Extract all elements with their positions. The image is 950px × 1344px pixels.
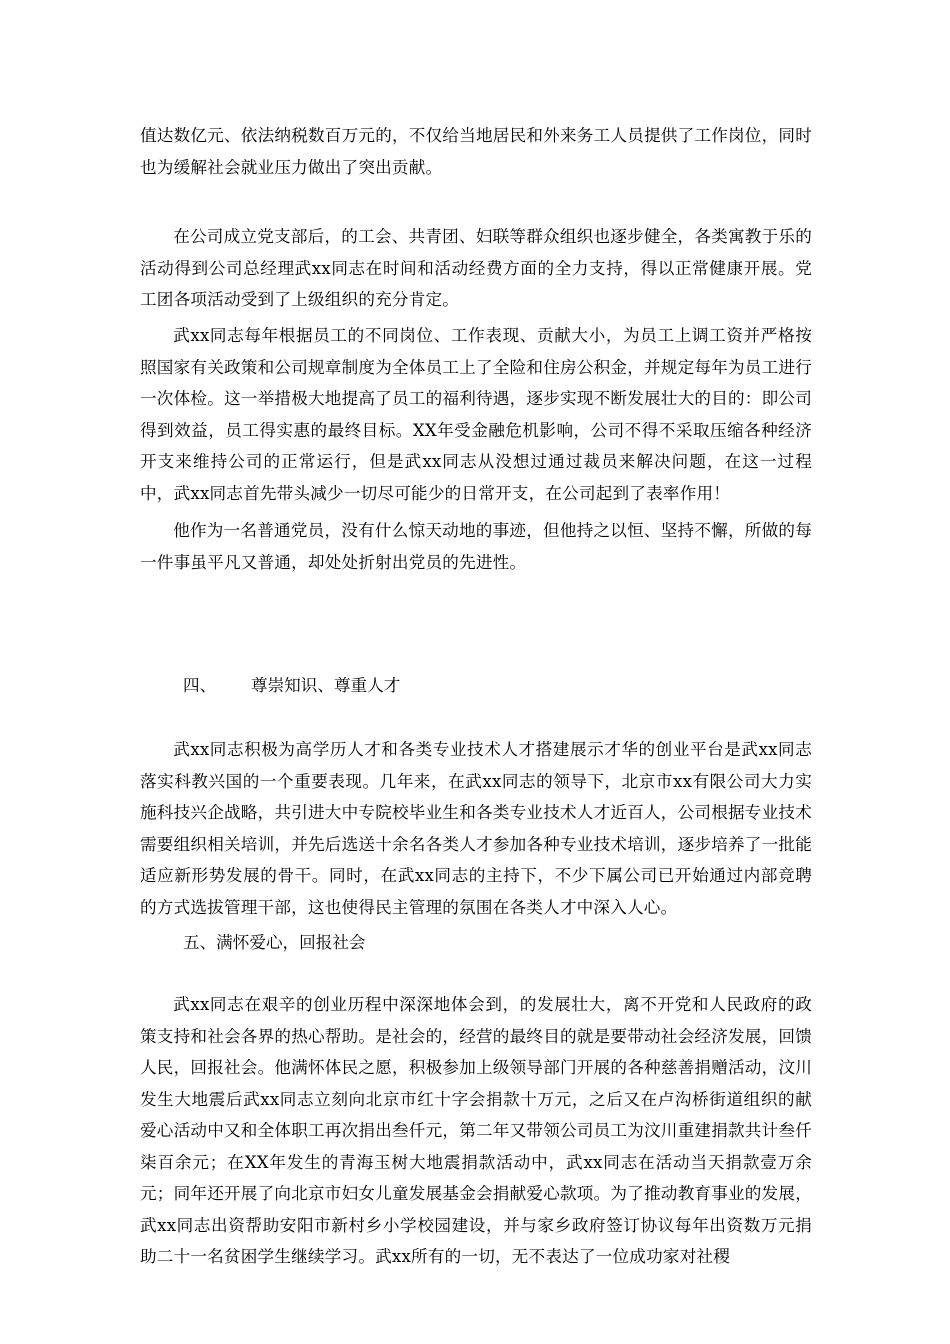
section-heading-5: 五、满怀爱心，回报社会 <box>183 933 366 952</box>
paragraph-employee-welfare: 武xx同志每年根据员工的不同岗位、工作表现、贡献大小，为员工上调工资并严格按照国家有关政策和公司规章制度为全体员工上了全险和住房公积金，并规定每年为员工进行一次体检。这一举措极大地提高了员工的福利待遇，逐步实现不断发展壮大的目的：即公司得到效益，员工得实惠的最终目标。XX年受金融危机影响，公司不得不采取压缩各种经济开支来维持公司的正常运行，但是武xx同志从没想过通过裁员来解决问题，在这一过程中，武xx同志首先带头减少一切尽可能少的日常开支，在公司起到了表率作用！ <box>140 326 812 503</box>
paragraph-party-member-model: 他作为一名普通党员，没有什么惊天动地的事迹，但他持之以恒、坚持不懈，所做的每一件事虽平凡又普通，却处处折射出党员的先进性。 <box>140 521 812 572</box>
paragraph-charity-donations: 武xx同志在艰辛的创业历程中深深地体会到，的发展壮大，离不开党和人民政府的政策支持和社会各界的热心帮助。是社会的，经营的最终目的就是要带动社会经济发展，回馈人民，回报社会。他满怀体民之愿，积极参加上级领导部门开展的各种慈善捐赠活动，汶川发生大地震后武xx同志立刻向北京市红十字会捐款十万元，之后又在卢沟桥街道组织的献爱心活动中又和全体职工再次捐出叁仟元，第二年又带领公司员工为汶川重建捐款共计叁仟柒百余元；在XX年发生的青海玉树大地震捐款活动中，武xx同志在活动当天捐款壹万余元；同年还开展了向北京市妇女儿童发展基金会捐献爱心款项。为了推动教育事业的发展，武xx同志出资帮助安阳市新村乡小学校园建设，并与家乡政府签订协议每年出资数万元捐助二十一名贫困学生继续学习。武xx所有的一切，无不表达了一位成功家对社稷 <box>140 995 812 1266</box>
section-title-4: 尊崇知识、尊重人才 <box>251 676 401 695</box>
paragraph-talent-development: 武xx同志积极为高学历人才和各类专业技术人才搭建展示才华的创业平台是武xx同志落实科教兴国的一个重要表现。几年来，在武xx同志的领导下，北京市xx有限公司大力实施科技兴企战略，共引进大中专院校毕业生和各类专业技术人才近百人，公司根据专业技术需要组织相关培训，并先后选送十余名各类人才参加各种专业技术培训，逐步培养了一批能适应新形势发展的骨干。同时，在武xx同志的主持下，不少下属公司已开始通过内部竞聘的方式选拔管理干部，这也使得民主管理的氛围在各类人才中深入人心。 <box>140 740 812 917</box>
paragraph-employment-contribution: 值达数亿元、依法纳税数百万元的，不仅给当地居民和外来务工人员提供了工作岗位，同时也为缓解社会就业压力做出了突出贡献。 <box>140 126 812 177</box>
paragraph-party-organizations: 在公司成立党支部后，的工会、共青团、妇联等群众组织也逐步健全，各类寓教于乐的活动得到公司总经理武xx同志在时间和活动经费方面的全力支持，得以正常健康开展。党工团各项活动受到了上级组织的充分肯定。 <box>140 227 812 309</box>
section-heading-4 <box>183 670 400 702</box>
section-number-4: 四、 <box>183 676 217 695</box>
